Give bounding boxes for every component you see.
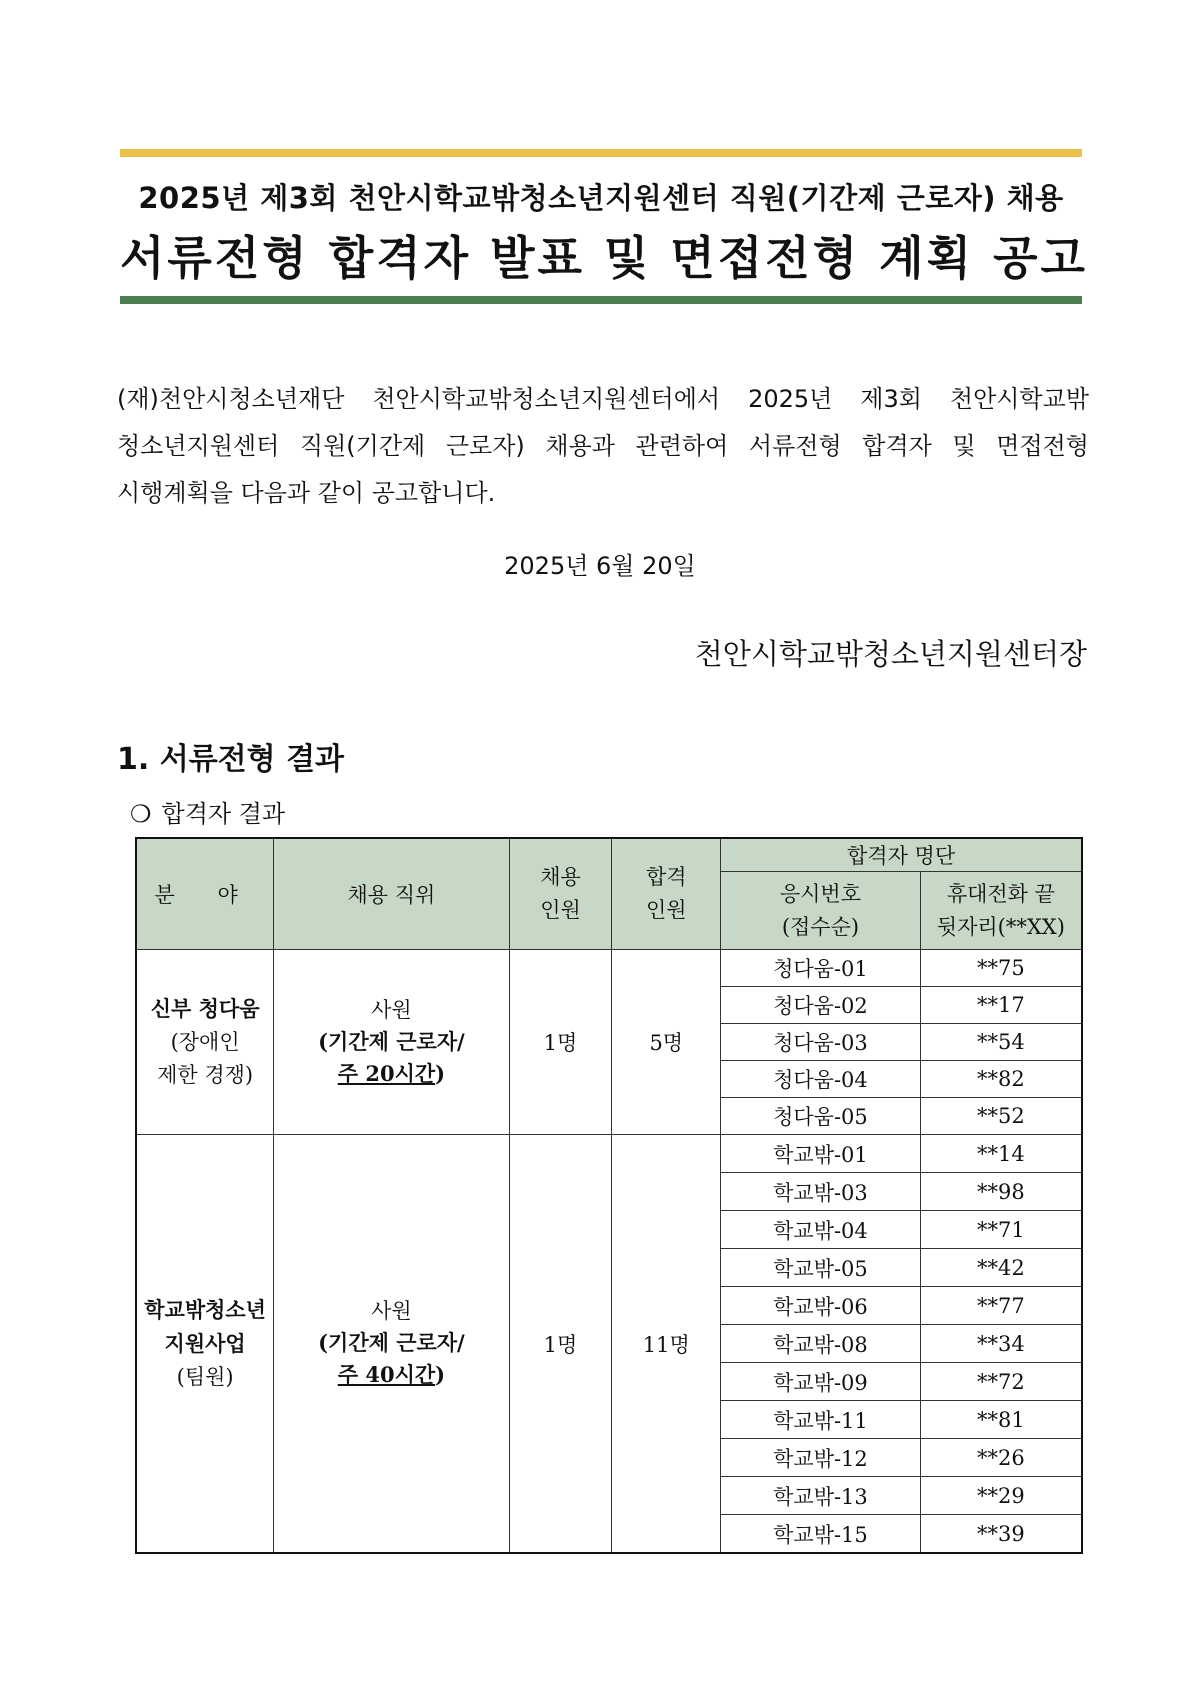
header-field: 분 야	[136, 838, 274, 950]
exam-no-cell: 학교밖-12	[721, 1439, 921, 1477]
position-type: (기간제 근로자/	[318, 1330, 465, 1355]
header-hire-count	[509, 838, 612, 950]
title-accent-bar-top	[120, 149, 1082, 157]
announcement-date: 2025년 6월 20일	[504, 552, 696, 580]
exam-no-cell: 학교밖-05	[721, 1249, 921, 1287]
phone-cell: **71	[920, 1211, 1082, 1249]
header-pass-count	[612, 838, 721, 950]
field-cell	[136, 950, 274, 1135]
pass-count-cell: 11명	[612, 1135, 721, 1554]
results-table	[135, 837, 1083, 1554]
pass-count-cell: 5명	[612, 950, 721, 1135]
phone-cell: **77	[920, 1287, 1082, 1325]
position-cell	[274, 950, 509, 1135]
header-hire-line: 채용	[540, 865, 581, 889]
phone-cell: **81	[920, 1401, 1082, 1439]
position-paren: )	[435, 1060, 446, 1086]
intro-line: 청소년지원센터 직원(기간제 근로자) 채용과 관련하여 서류전형 합격자 및 면접전형	[117, 432, 1089, 460]
header-exam-no	[721, 872, 921, 950]
exam-no-cell: 학교밖-09	[721, 1363, 921, 1401]
field-cell	[136, 1135, 274, 1554]
field-name: 지원사업	[164, 1331, 246, 1356]
hire-count-cell: 1명	[509, 950, 612, 1135]
table-row	[136, 1135, 1082, 1173]
hire-count-cell: 1명	[509, 1135, 612, 1554]
exam-no-cell: 청다움-05	[721, 1098, 921, 1135]
exam-no-cell: 청다움-02	[721, 987, 921, 1024]
exam-no-cell: 청다움-04	[721, 1061, 921, 1098]
exam-no-cell: 학교밖-11	[721, 1401, 921, 1439]
header-phone-line: 휴대전화 끝	[946, 881, 1055, 906]
phone-cell: **29	[920, 1477, 1082, 1515]
phone-cell: **72	[920, 1363, 1082, 1401]
phone-cell: **82	[920, 1061, 1082, 1098]
phone-cell: **34	[920, 1325, 1082, 1363]
intro-paragraph	[117, 376, 1089, 517]
field-note: (팀원)	[176, 1365, 234, 1389]
intro-line: (재)천안시청소년재단 천안시학교밖청소년지원센터에서 2025년 제3회 천안시학교밖	[117, 385, 1089, 413]
header-phone	[920, 872, 1082, 950]
position-hours: 주 40시간	[337, 1362, 436, 1387]
exam-no-cell: 학교밖-15	[721, 1515, 921, 1554]
signer: 천안시학교밖청소년지원센터장	[694, 637, 1087, 671]
section-title: 1. 서류전형 결과	[117, 742, 345, 777]
phone-cell: **42	[920, 1249, 1082, 1287]
exam-no-cell: 청다움-03	[721, 1024, 921, 1061]
header-phone-line: 뒷자리(**XX)	[936, 914, 1065, 939]
exam-no-cell: 학교밖-04	[721, 1211, 921, 1249]
phone-cell: **17	[920, 987, 1082, 1024]
header-hire-line: 인원	[540, 898, 581, 922]
field-note: 제한 경쟁)	[157, 1063, 254, 1087]
phone-cell: **26	[920, 1439, 1082, 1477]
intro-line: 시행계획을 다음과 같이 공고합니다.	[117, 479, 496, 507]
exam-no-cell: 학교밖-13	[721, 1477, 921, 1515]
announcement-title-line1: 2025년 제3회 천안시학교밖청소년지원센터 직원(기간제 근로자) 채용	[138, 181, 1064, 215]
phone-cell: **54	[920, 1024, 1082, 1061]
exam-no-cell: 학교밖-08	[721, 1325, 921, 1363]
table-row	[136, 950, 1082, 987]
header-pass-line: 합격	[645, 865, 687, 889]
phone-cell: **98	[920, 1173, 1082, 1211]
field-note: (장애인	[170, 1030, 240, 1054]
position-cell	[274, 1135, 509, 1554]
exam-no-cell: 학교밖-01	[721, 1135, 921, 1173]
field-name: 학교밖청소년	[144, 1297, 266, 1322]
exam-no-cell: 청다움-01	[721, 950, 921, 987]
header-position: 채용 직위	[274, 838, 509, 950]
subtitle-text: 합격자 결과	[161, 800, 286, 828]
position-type: (기간제 근로자/	[318, 1028, 465, 1054]
circle-bullet-icon: ❍	[130, 800, 152, 828]
exam-no-cell: 학교밖-03	[721, 1173, 921, 1211]
position-title: 사원	[371, 997, 412, 1022]
position-hours: 주 20시간	[337, 1060, 436, 1086]
position-title: 사원	[371, 1299, 412, 1323]
header-list: 합격자 명단	[721, 838, 1082, 872]
phone-cell: **14	[920, 1135, 1082, 1173]
phone-cell: **52	[920, 1098, 1082, 1135]
exam-no-cell: 학교밖-06	[721, 1287, 921, 1325]
phone-cell: **39	[920, 1515, 1082, 1554]
announcement-title-line2: 서류전형 합격자 발표 및 면접전형 계획 공고	[120, 231, 1088, 285]
section-subtitle	[130, 794, 285, 829]
title-accent-bar-bottom	[120, 296, 1082, 304]
header-exam-line: 응시번호	[779, 881, 862, 906]
header-pass-line: 인원	[645, 898, 687, 922]
position-paren: )	[435, 1362, 446, 1387]
field-name: 신부 청다움	[150, 996, 260, 1021]
phone-cell: **75	[920, 950, 1082, 987]
header-exam-line: (접수순)	[781, 914, 860, 939]
